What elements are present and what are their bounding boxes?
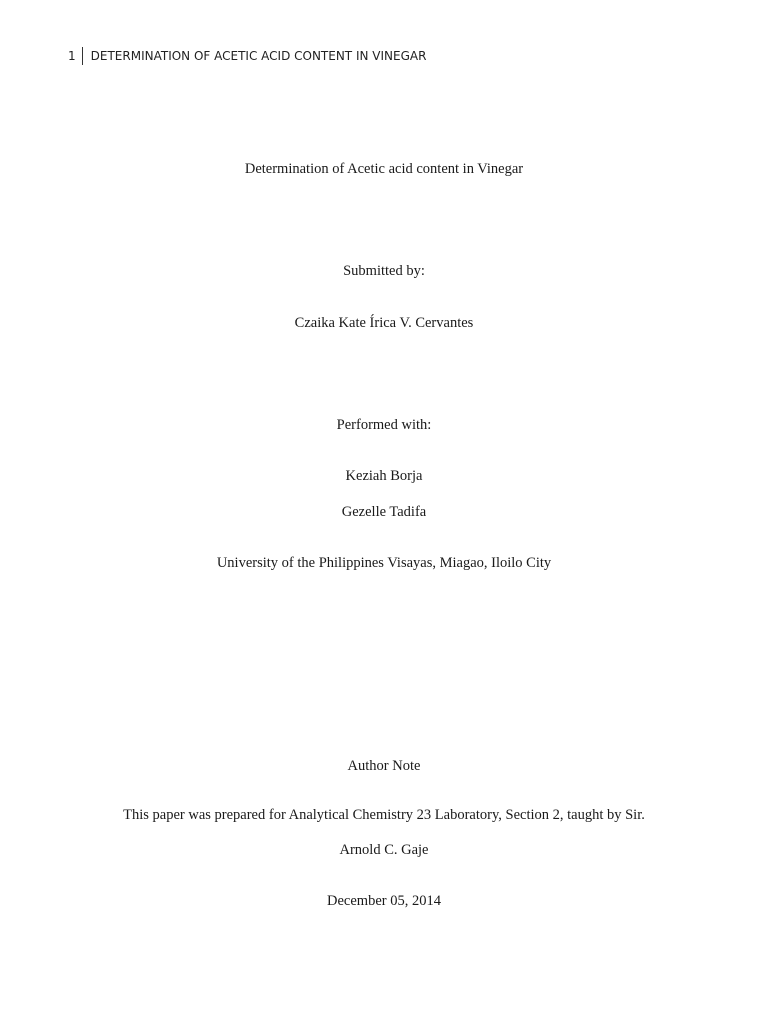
paper-title: Determination of Acetic acid content in Vinegar: [244, 161, 524, 177]
author-note-text: This paper was prepared for Analytical Chemistry 23 Laboratory, Section 2, taught by Sir.: [123, 807, 645, 823]
partner-name: Gezelle Tadifa: [341, 504, 427, 520]
submitted-by-label: Submitted by:: [343, 263, 425, 279]
submission-date: December 05, 2014: [327, 893, 441, 909]
author-name: Czaika Kate Írica V. Cervantes: [294, 315, 474, 331]
performed-with-label: Performed with:: [336, 417, 432, 433]
running-head: DETERMINATION OF ACETIC ACID CONTENT IN VINEGAR: [90, 49, 427, 63]
author-note-heading: Author Note: [347, 758, 421, 774]
page-number: 1: [68, 49, 76, 63]
running-header: [68, 46, 426, 66]
institution: University of the Philippines Visayas, Miagao, Iloilo City: [216, 555, 552, 571]
partner-name: Keziah Borja: [345, 468, 423, 484]
author-note-text-continued: Arnold C. Gaje: [339, 842, 429, 858]
header-divider: [82, 47, 83, 65]
